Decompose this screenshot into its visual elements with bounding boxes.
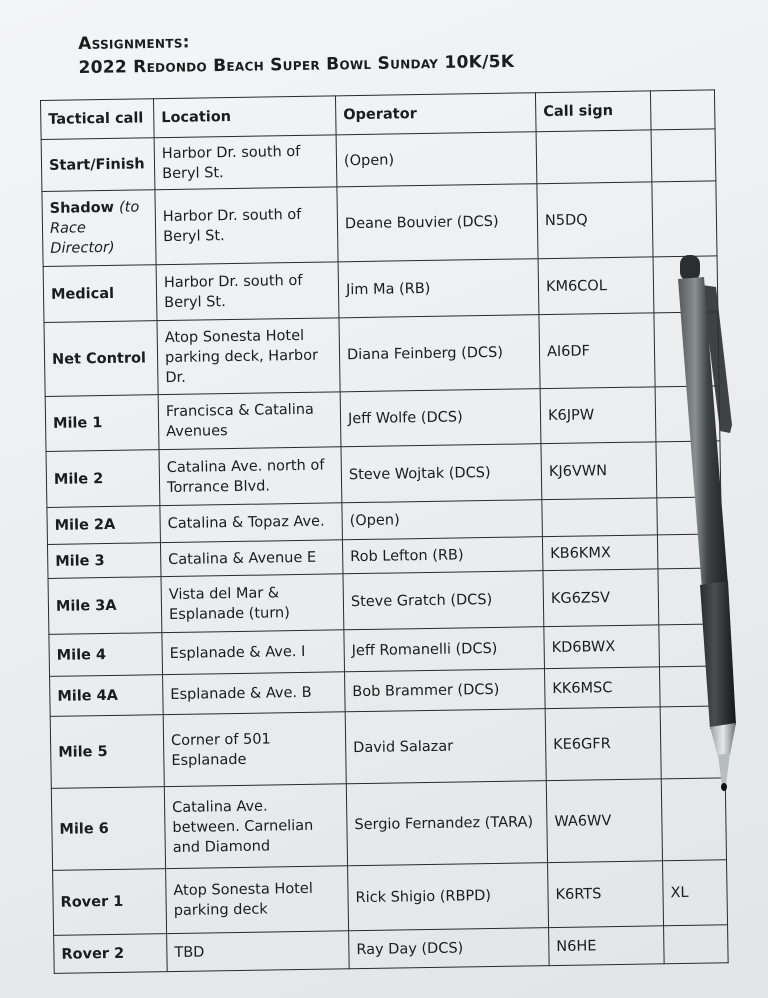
title-line-1: Assignments: [78,32,190,54]
tactical-call-note: (to Race Director) [49,199,140,257]
header-location: Location [153,96,336,138]
cell-tactical-call: Medical [43,265,157,323]
cell-call-sign: KG6ZSV [543,569,659,627]
assignments-table [40,89,729,973]
cell-extra: XL [663,860,728,926]
cell-tactical-call: Start/Finish [41,138,155,192]
cell-call-sign: KE6GFR [545,707,661,781]
ballpoint-pen [676,255,746,800]
header-extra [650,90,715,130]
cell-tactical-call: Rover 2 [54,934,168,974]
cell-location: Catalina & Avenue E [160,540,343,577]
cell-tactical-call: Mile 2A [47,506,161,545]
cell-tactical-call: Net Control [44,321,158,397]
cell-location: Harbor Dr. south of Beryl St. [156,262,339,321]
cell-call-sign [536,130,652,184]
cell-location: Atop Sonesta Hotel parking deck [166,866,349,934]
cell-location: Esplanade & Ave. I [162,630,345,675]
tactical-call-text: Shadow [49,199,115,217]
cell-call-sign: N6HE [549,926,665,966]
pen-clicker [680,255,700,281]
cell-operator: Jeff Wolfe (DCS) [340,389,541,447]
cell-tactical-call: Mile 6 [51,787,165,871]
cell-location: TBD [167,931,350,972]
pen-grip [700,581,736,729]
table-row [44,312,719,397]
cell-operator: Bob Brammer (DCS) [345,669,546,712]
document-title [78,26,514,80]
table-row [42,181,717,267]
cell-call-sign: WA6WV [546,779,662,863]
cell-operator: Jim Ma (RB) [338,259,539,318]
cell-call-sign: K6JPW [540,387,656,444]
cell-operator: (Open) [342,500,543,540]
cell-location: Harbor Dr. south of Beryl St. [154,135,337,190]
table-row [53,860,728,936]
cell-call-sign: N5DQ [537,182,653,259]
cell-extra [652,181,717,257]
cell-operator: Jeff Romanelli (DCS) [344,627,545,672]
pen-ballpoint [721,783,727,791]
pen-tip-cone [710,723,736,757]
cell-location: Esplanade & Ave. B [163,672,346,715]
cell-operator: Diana Feinberg (DCS) [339,315,540,392]
title-line-2: 2022 Redondo Beach Super Bowl Sunday 10K/5K [78,51,515,78]
cell-operator: Ray Day (DCS) [349,928,550,969]
cell-tactical-call [42,190,156,267]
cell-operator: Steve Gratch (DCS) [343,571,544,630]
cell-call-sign: KJ6VWN [541,442,657,500]
cell-operator: Rick Shigio (RBPD) [348,863,549,931]
cell-tactical-call: Mile 3 [47,543,161,579]
cell-extra [651,129,716,182]
cell-operator: David Salazar [345,709,546,784]
cell-call-sign: AI6DF [539,313,655,389]
cell-call-sign: KB6KMX [542,535,658,571]
cell-location: Francisca & Catalina Avenues [158,392,341,450]
cell-tactical-call: Mile 1 [45,395,159,452]
table-row [50,706,725,789]
cell-location: Catalina Ave. between. Carnelian and Diamond [164,784,347,869]
cell-operator: Steve Wojtak (DCS) [341,444,542,503]
cell-location: Atop Sonesta Hotel parking deck, Harbor Dr. [157,318,340,395]
cell-tactical-call: Mile 5 [50,715,164,789]
cell-operator: Deane Bouvier (DCS) [337,184,538,262]
header-operator: Operator [335,93,536,135]
cell-operator: Sergio Fernandez (TARA) [346,781,547,866]
cell-location: Vista del Mar & Esplanade (turn) [161,574,344,633]
pen-tip-point [718,753,730,786]
cell-call-sign: K6RTS [548,861,664,928]
cell-tactical-call: Mile 2 [46,450,160,508]
cell-tactical-call: Mile 4A [50,675,164,717]
cell-location: Harbor Dr. south of Beryl St. [155,187,338,265]
cell-operator: (Open) [336,132,537,187]
cell-call-sign: KM6COL [538,257,654,315]
cell-call-sign [542,498,658,537]
cell-tactical-call: Mile 4 [49,633,163,677]
cell-tactical-call: Rover 1 [53,869,167,936]
cell-tactical-call: Mile 3A [48,577,162,635]
cell-location: Catalina Ave. north of Torrance Blvd. [159,447,342,506]
cell-call-sign: KK6MSC [544,667,660,709]
cell-extra [664,925,729,964]
cell-operator: Rob Lefton (RB) [342,537,543,574]
pen-barrel [678,277,728,589]
cell-location: Corner of 501 Esplanade [163,712,346,787]
table-row [51,778,726,871]
header-call-sign: Call sign [535,91,651,132]
cell-call-sign: KD6BWX [544,625,660,669]
header-tactical-call: Tactical call [41,99,155,140]
cell-location: Catalina & Topaz Ave. [160,503,343,543]
